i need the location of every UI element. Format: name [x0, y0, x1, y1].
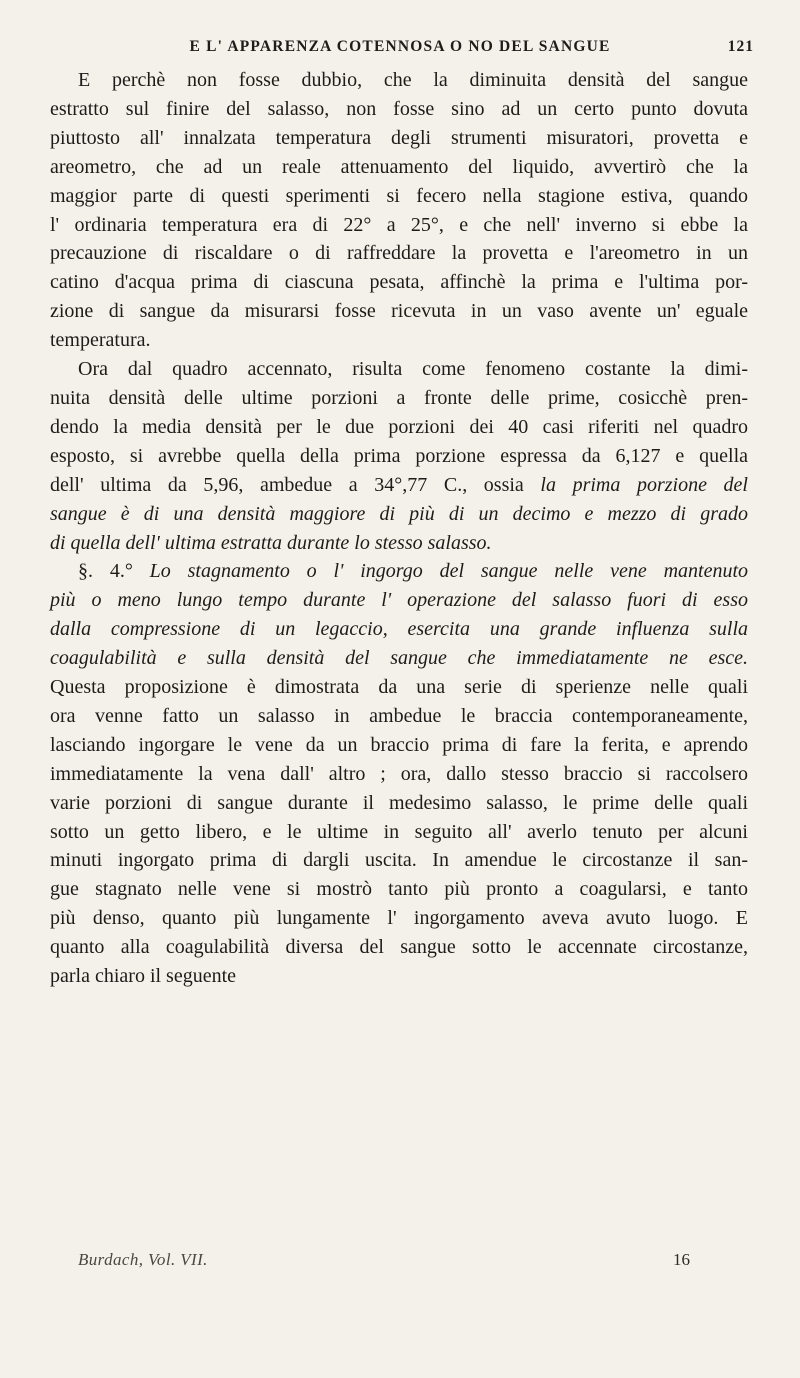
text-run: §. 4.°: [78, 560, 150, 583]
text-line: [50, 239, 748, 268]
text-line: [50, 471, 748, 500]
text-run: piuttosto all' innalzata temperatura degli strumenti misuratori, provetta e: [50, 126, 748, 149]
text-line: [50, 904, 748, 933]
text-line: [50, 95, 748, 124]
body-text: [50, 66, 748, 991]
text-line: [50, 297, 748, 326]
text-line: [50, 182, 748, 211]
text-run: E perchè non fosse dubbio, che la diminuita densità del sangue: [78, 69, 748, 91]
text-line: [50, 818, 748, 847]
text-line: [50, 413, 748, 442]
paragraph: [50, 66, 748, 355]
text-run: Questa proposizione è dimostrata da una serie di sperienze nelle quali: [50, 676, 748, 699]
text-line: [50, 529, 748, 558]
text-run: areometro, che ad un reale attenuamento del liquido, avvertirò che la: [50, 155, 748, 178]
text-run: nuita densità delle ultime porzioni a fronte delle prime, cosicchè pren-: [50, 386, 748, 409]
text-line: [50, 673, 748, 702]
text-run: maggior parte di questi sperimenti si fecero nella stagione estiva, quando: [50, 184, 748, 207]
text-line: [50, 66, 748, 95]
text-line: [50, 760, 748, 789]
text-run: Ora dal quadro accennato, risulta come fenomeno costante la dimi-: [78, 358, 748, 381]
text-run: quanto alla coagulabilità diversa del sangue sotto le accennate circostanze,: [50, 936, 748, 959]
page-number: 121: [727, 38, 754, 55]
text-line: [50, 846, 748, 875]
text-line: [50, 211, 748, 240]
text-line: [50, 933, 748, 962]
text-run: minuti ingorgato prima di dargli uscita. In amendue le circostanze il san-: [50, 849, 748, 872]
italic-run: Lo stagnamento o l' ingorgo del sangue nelle vene mantenuto: [149, 560, 748, 583]
text-run: precauzione di riscaldare o di raffreddare la provetta e l'areometro in un: [50, 242, 748, 265]
text-run: gue stagnato nelle vene si mostrò tanto più pronto a coagularsi, e tanto: [50, 878, 748, 901]
text-run: parla chiaro il seguente: [50, 965, 237, 988]
text-line: [50, 615, 748, 644]
italic-run: coagulabilità e sulla densità del sangue che immediatamente ne esce.: [50, 647, 748, 670]
text-line: [50, 962, 748, 991]
text-run: esposto, si avrebbe quella della prima porzione espressa da 6,127 e quella: [50, 444, 748, 467]
text-run: estratto sul finire del salasso, non fosse sino ad un certo punto dovuta: [50, 97, 748, 120]
text-line: [50, 875, 748, 904]
text-run: varie porzioni di sangue durante il medesimo salasso, le prime delle quali: [50, 791, 748, 814]
text-line: [50, 442, 748, 471]
text-run: l' ordinaria temperatura era di 22° a 25°, e che nell' inverno si ebbe la: [50, 213, 748, 236]
text-run: catino d'acqua prima di ciascuna pesata, affinchè la prima e l'ultima por-: [50, 271, 748, 294]
text-run: ora venne fatto un salasso in ambedue le braccia contemporaneamente,: [50, 704, 748, 727]
footer-signature: Burdach, Vol. VII.: [78, 1250, 208, 1269]
text-line: [50, 153, 748, 182]
text-line: [50, 124, 748, 153]
italic-run: sangue è di una densità maggiore di più di un decimo e mezzo di grado: [50, 502, 748, 525]
text-run: immediatamente la vena dall' altro ; ora, dallo stesso braccio si raccolsero: [50, 762, 748, 785]
text-line: [50, 557, 748, 586]
text-line: [50, 731, 748, 760]
paragraph: [50, 557, 748, 991]
text-run: sotto un getto libero, e le ultime in seguito all' averlo tenuto per alcuni: [50, 820, 748, 843]
italic-run: di quella dell' ultima estratta durante lo stesso salasso.: [50, 531, 492, 554]
running-title: E L' APPARENZA COTENNOSA O NO DEL SANGUE: [189, 38, 611, 55]
italic-run: dalla compressione di un legaccio, esercita una grande influenza sulla: [50, 618, 748, 641]
text-line: [50, 384, 748, 413]
italic-run: più o meno lungo tempo durante l' operazione del salasso fuori di esso: [50, 589, 748, 612]
text-run: lasciando ingorgare le vene da un braccio prima di fare la ferita, e aprendo: [50, 733, 748, 756]
text-line: [50, 789, 748, 818]
text-run: temperatura.: [50, 329, 151, 352]
page-footer: [50, 1250, 750, 1280]
italic-run: la prima porzione del: [540, 473, 748, 496]
text-run: dell' ultima da 5,96, ambedue a 34°,77 C., ossia: [50, 473, 541, 496]
text-run: zione di sangue da misurarsi fosse ricevuta in un vaso avente un' eguale: [50, 300, 748, 323]
text-line: [50, 586, 748, 615]
paragraph: [50, 355, 748, 557]
text-line: [50, 355, 748, 384]
text-line: [50, 500, 748, 529]
text-run: dendo la media densità per le due porzioni dei 40 casi riferiti nel quadro: [50, 415, 748, 438]
text-line: [50, 644, 748, 673]
text-line: [50, 326, 748, 355]
signature-mark: 16: [673, 1250, 690, 1269]
text-line: [50, 268, 748, 297]
running-head: [40, 36, 760, 66]
text-run: più denso, quanto più lungamente l' ingorgamento aveva avuto luogo. E: [50, 907, 748, 930]
text-line: [50, 702, 748, 731]
